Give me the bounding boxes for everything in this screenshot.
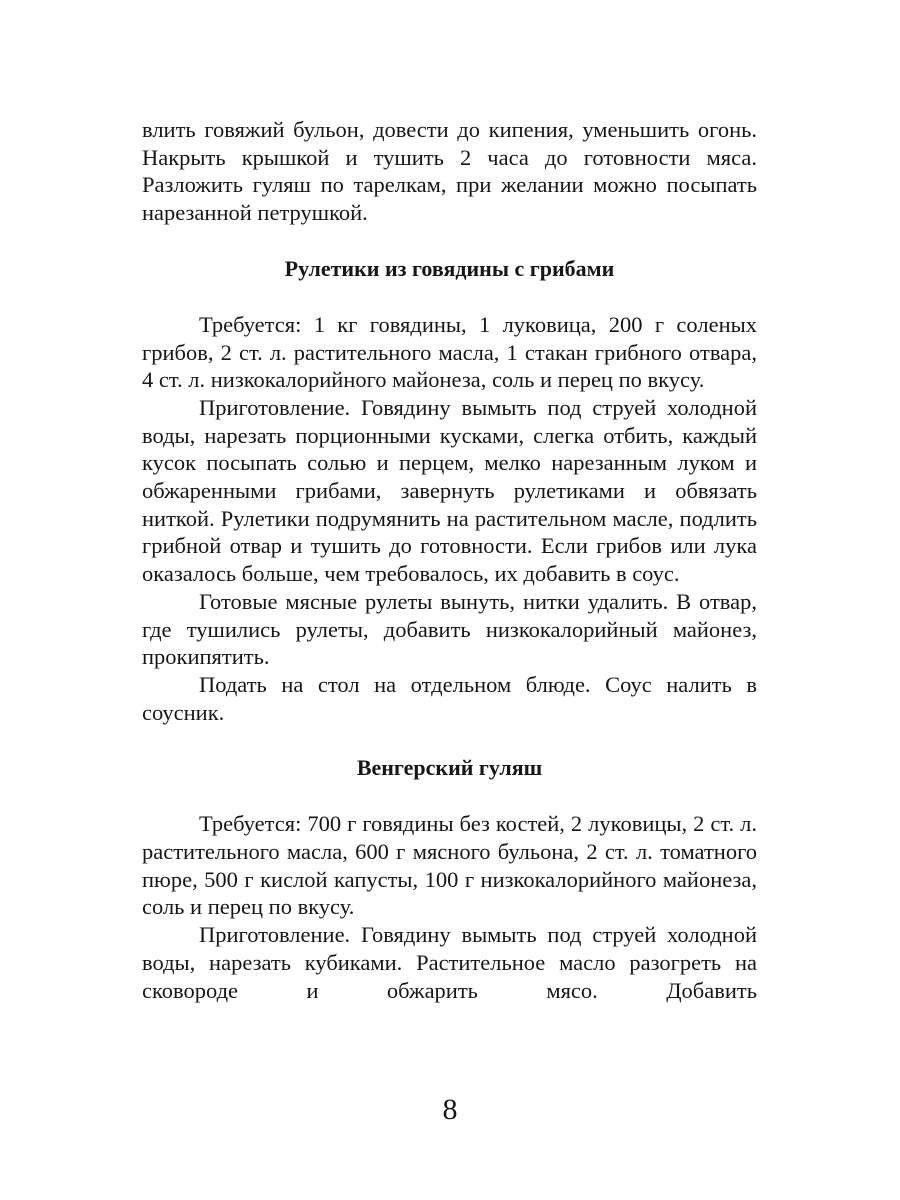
intro-paragraph: влить говяжий бульон, довести до кипения, уменьшить огонь. Накрыть крышкой и тушить 2 часа до готовности мяса. Разложить гуляш по тарелкам, при желании можно посыпать нарезанной петрушкой. [142, 117, 757, 226]
text-column [142, 116, 757, 1004]
recipe-2-preparation: Приготовление. Говядину вымыть под струей холодной воды, нарезать кубиками. Растительное масло разогреть на сковороде и обжарить мясо. Добавить [142, 922, 757, 1003]
section-spacer [142, 227, 757, 255]
recipe-1-ingredients: Требуется: 1 кг говядины, 1 луковица, 200 г соленых грибов, 2 ст. л. растительного масла, 1 стакан грибного отвара, 4 ст. л. низкокалорийного майонеза, соль и перец по вкусу. [142, 311, 757, 393]
recipe-2-title: Венгерский гуляш [356, 755, 543, 781]
section-spacer [142, 782, 757, 810]
recipe-1-serving: Подать на стол на отдельном блюде. Соус налить в соусник. [142, 671, 757, 725]
recipe-1-finishing: Готовые мясные рулеты вынуть, нитки удалить. В отвар, где тушились рулеты, добавить низкокалорийный майонез, прокипятить. [142, 588, 757, 670]
page-number: 8 [442, 1093, 458, 1126]
section-spacer [142, 726, 757, 754]
recipe-2-ingredients: Требуется: 700 г говядины без костей, 2 луковицы, 2 ст. л. растительного масла, 600 г мясного бульона, 2 ст. л. томатного пюре, 500 г кислой капусты, 100 г низкокалорийного майонеза, соль и перец по вкусу. [142, 811, 757, 920]
section-spacer [142, 283, 757, 311]
recipe-1-title: Рулетики из говядины с грибами [284, 255, 615, 281]
recipe-1-preparation: Приготовление. Говядину вымыть под струей холодной воды, нарезать порционными кусками, слегка отбить, каждый кусок посыпать солью и перцем, мелко нарезанным луком и обжаренными грибами, завернуть рулетиками и обвязать ниткой. Рулетики подрумянить на растительном масле, подлить грибной отвар и тушить до готовности. Если грибов или лука оказалось больше, чем требовалось, их добавить в соус. [142, 394, 757, 587]
